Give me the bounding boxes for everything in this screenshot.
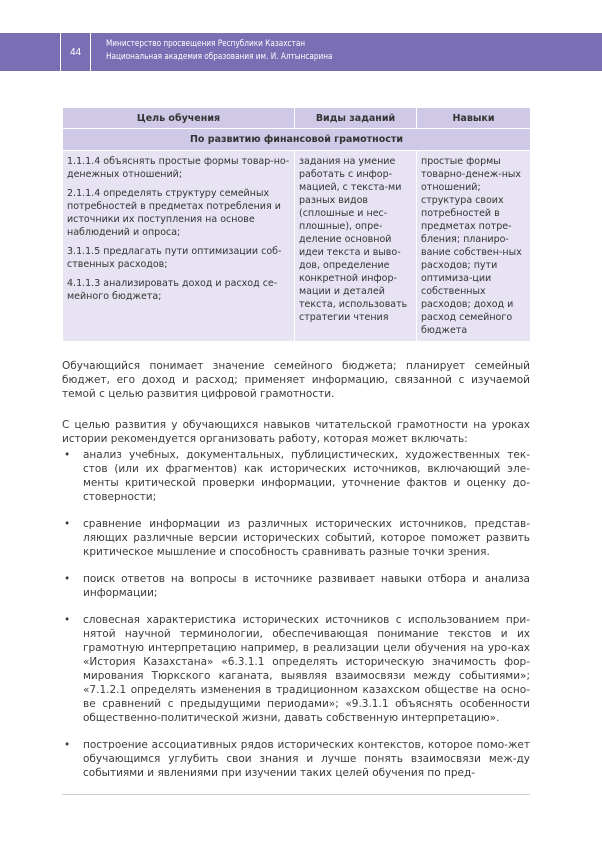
list-item: [62, 738, 530, 780]
col-header-goal: Цель обучения: [63, 108, 295, 129]
header-academy: Национальная академия образования им. И. Алтынсарина: [106, 52, 333, 62]
goal-item: 4.1.1.3 анализировать доход и расход се-мейного бюджета;: [67, 278, 278, 302]
table-row: [63, 151, 531, 342]
bullet-list: [62, 448, 530, 793]
paragraph-intro: С целью развития у обучающихся навыков читательской грамотности на уроках истории рекомендуется организовать работу, которая может включать:: [62, 419, 530, 445]
list-item-text: словесная характеристика исторических источников с использованием при-нятой научной терминологии, обеспечивающая понимание текстов и их грамотную интерпретацию например, в реализации цели обучения на уро-ках «История Казахстана» «6.3.1.1 определять историческую значимость фор-мирования Тюркского каганата, выявляя взаимосвязи между событиями»; «7.1.2.1 определять изменения в традиционном казахском обществе на осно-ве сравнений с предыдущими периодами»; «9.3.1.1 объяснять особенности общественно-политической жизни, давать собственную интерпретацию».: [83, 614, 530, 724]
section-title: По развитию финансовой грамотности: [63, 129, 531, 151]
skills-cell: простые формы товарно-денеж-ных отношений; структура своих потребностей в предметах потре-бления; планиро-вание собствен-ных расходов; пути оптимиза-ции собственных расходов; доход и расход семейного бюджета: [417, 151, 531, 342]
header-text: [106, 38, 332, 64]
page-number: 44: [60, 33, 91, 71]
list-item-text: анализ учебных, документальных, публицистических, художественных тек-стов (или их фрагментов) как исторических источников, включающий эле-менты критической проверки информации, уточнение фактов и оценку до-стоверности;: [83, 449, 530, 503]
list-item-text: построение ассоциативных рядов исторических контекстов, которое помо-жет обучающимся углубить свои знания и лучше понять взаимосвязи меж-ду событиями и явлениями при изучении таких целей обучения по пред-: [83, 739, 530, 779]
col-header-skills: Навыки: [417, 108, 531, 129]
curriculum-table: [62, 107, 531, 342]
list-item-text: сравнение информации из различных исторических источников, представ-ляющих различные версии исторических событий, которое поможет развить критическое мышление и способность сравнивать разные точки зрения.: [83, 518, 530, 558]
task-types-cell: задания на умение работать с инфор-мацией, с текста-ми разных видов (сплошные и нес-плошные), опре-деление основной идеи текста и выво-дов, определение конкретной инфор-мации и деталей текста, использовать стратегии чтения: [295, 151, 417, 342]
goal-item: 3.1.1.5 предлагать пути оптимизации соб-ственных расходов;: [67, 246, 282, 270]
footer-divider: [62, 794, 530, 795]
col-header-tasks: Виды заданий: [295, 108, 417, 129]
list-item: [62, 613, 530, 725]
table-section-row: [63, 129, 531, 151]
list-item: [62, 517, 530, 559]
bullet-marker: •: [64, 614, 71, 626]
list-item: [62, 448, 530, 504]
list-item-text: поиск ответов на вопросы в источнике развивает навыки отбора и анализа информации;: [83, 573, 530, 599]
list-item: [62, 572, 530, 600]
goals-cell: [63, 151, 295, 342]
bullet-marker: •: [64, 449, 71, 461]
table-header-row: [63, 108, 531, 129]
bullet-marker: •: [64, 573, 71, 585]
goal-item: 1.1.1.4 объяснять простые формы товар-но-денежных отношений;: [67, 156, 290, 180]
bullet-marker: •: [64, 518, 71, 530]
bullet-marker: •: [64, 739, 71, 751]
header-ministry: Министерство просвещения Республики Казахстан: [106, 39, 306, 49]
goal-item: 2.1.1.4 определять структуру семейных потребностей в предметах потребления и источники их поступления на основе наблюдений и опроса;: [67, 188, 281, 238]
paragraph-budget: Обучающийся понимает значение семейного бюджета; планирует семейный бюджет, его доход и расход; применяет информацию, связанной с изучаемой темой с целью развития цифровой грамотности.: [62, 360, 530, 400]
